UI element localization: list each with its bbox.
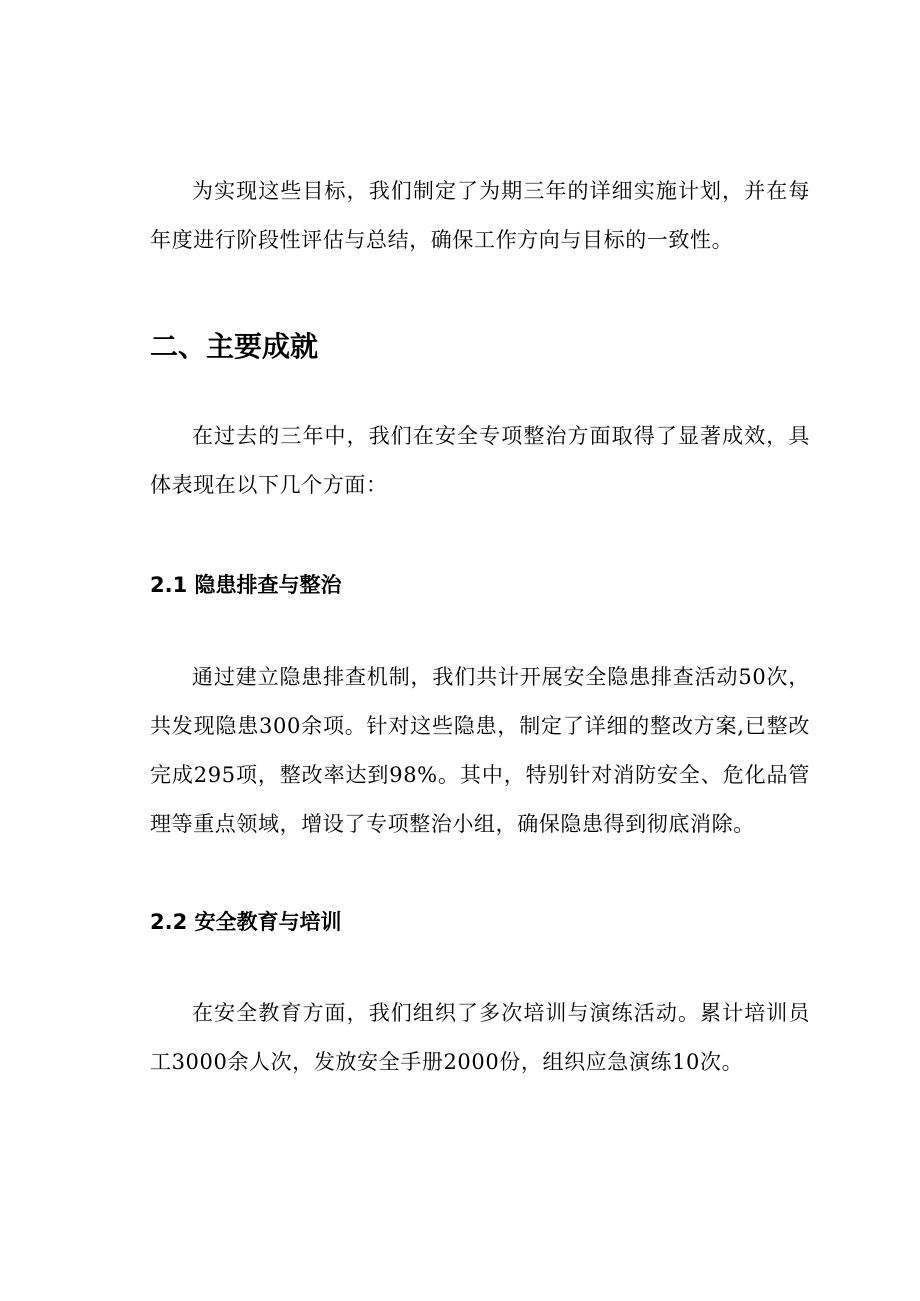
subsection-paragraph-safety-training: 在安全教育方面，我们组织了多次培训与演练活动。累计培训员工3000余人次，发放安全手册2000份，组织应急演练10次。 (150, 1001, 810, 1074)
subsection-paragraph-hazard-inspection: 通过建立隐患排查机制，我们共计开展安全隐患排查活动50次，共发现隐患300余项。针对这些隐患，制定了详细的整改方案,已整改完成295项，整改率达到98%。其中，特别针对消防安全、危化品管理等重点领域，增设了专项整治小组，确保隐患得到彻底消除。 (150, 665, 810, 836)
subsection-title-safety-training: 2.2 安全教育与培训 (150, 910, 342, 934)
subsection-title-hazard-inspection: 2.1 隐患排查与整治 (150, 573, 342, 597)
section-paragraph: 在过去的三年中，我们在安全专项整治方面取得了显著成效，具体表现在以下几个方面： (150, 424, 810, 497)
intro-paragraph: 为实现这些目标，我们制定了为期三年的详细实施计划，并在每年度进行阶段性评估与总结，确保工作方向与目标的一致性。 (150, 179, 810, 252)
section-title: 二、主要成就 (150, 330, 319, 363)
